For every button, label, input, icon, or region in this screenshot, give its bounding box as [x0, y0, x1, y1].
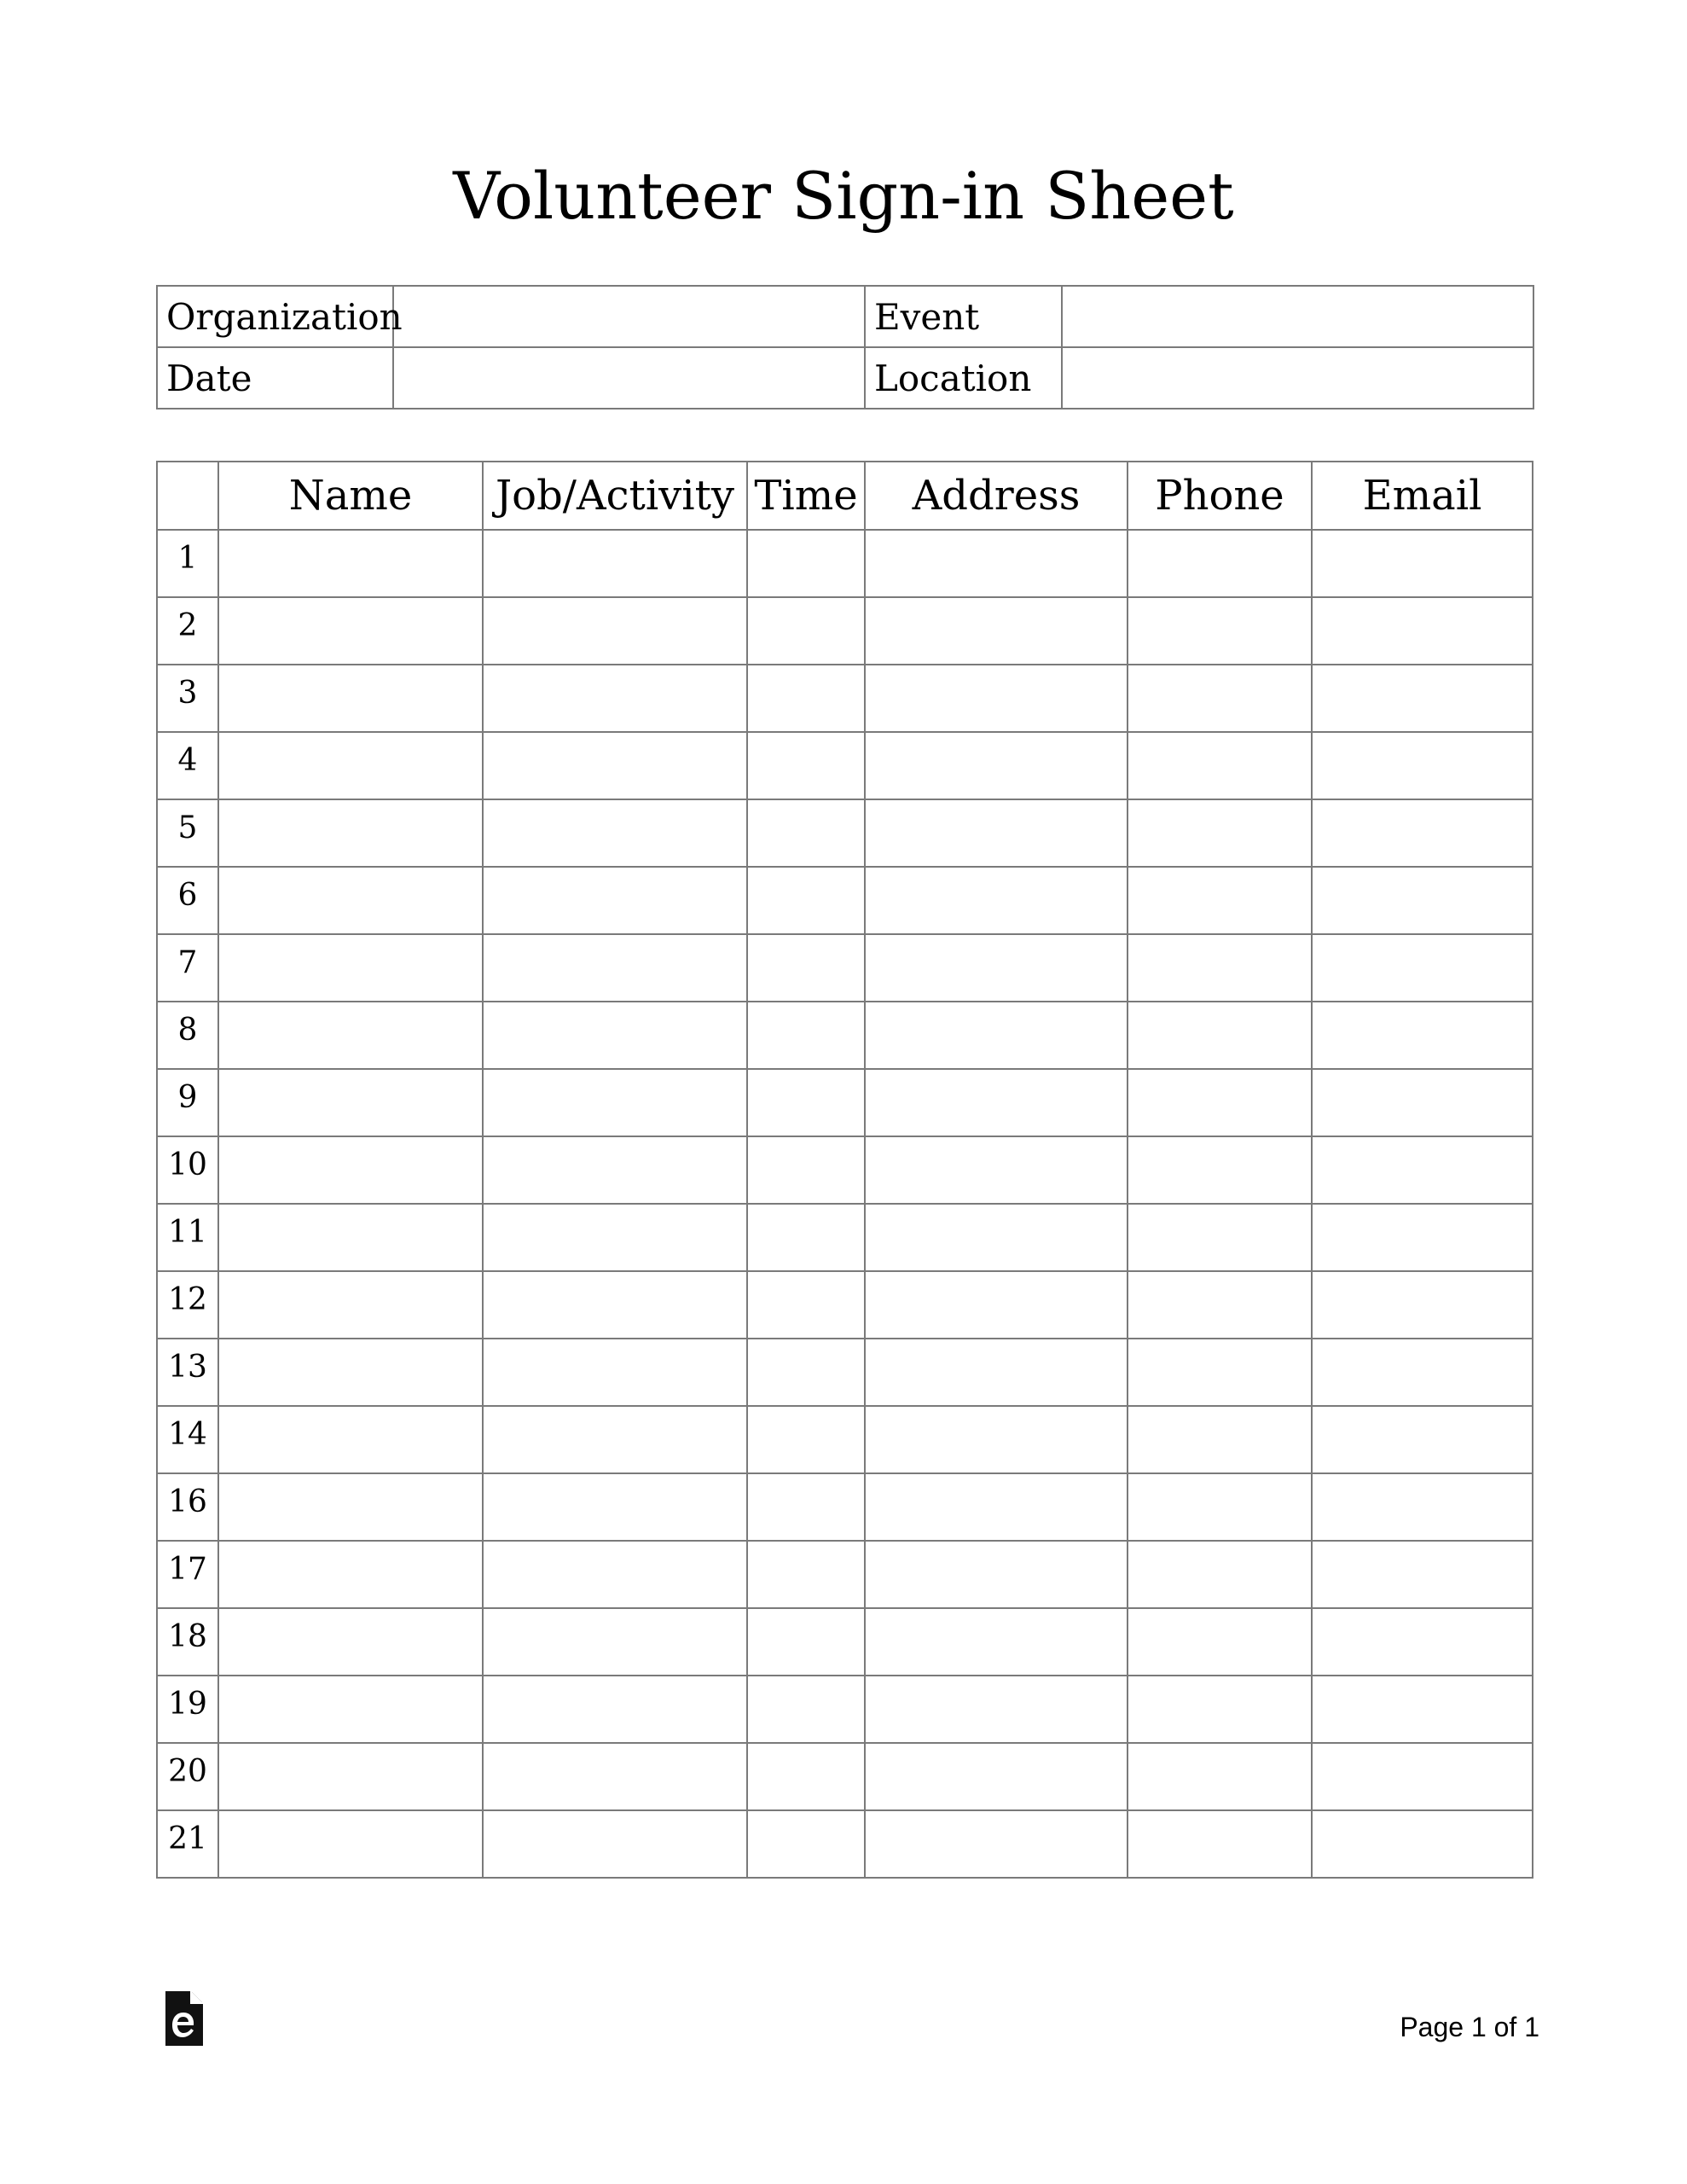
email-cell[interactable]: [1312, 799, 1533, 867]
phone-cell[interactable]: [1128, 1810, 1312, 1878]
row-number: 10: [157, 1136, 218, 1204]
table-row: [157, 732, 1533, 799]
table-row: [157, 597, 1533, 665]
address-cell[interactable]: [865, 1676, 1128, 1743]
address-cell[interactable]: [865, 1743, 1128, 1810]
phone-cell[interactable]: [1128, 1271, 1312, 1339]
time-cell[interactable]: [747, 1069, 865, 1136]
table-row: [157, 1339, 1533, 1406]
time-cell[interactable]: [747, 934, 865, 1002]
address-cell[interactable]: [865, 1339, 1128, 1406]
row-number: 21: [157, 1810, 218, 1878]
email-cell[interactable]: [1312, 934, 1533, 1002]
phone-cell[interactable]: [1128, 665, 1312, 732]
row-number: 9: [157, 1069, 218, 1136]
phone-cell[interactable]: [1128, 1002, 1312, 1069]
time-cell[interactable]: [747, 1136, 865, 1204]
time-cell[interactable]: [747, 1002, 865, 1069]
row-number: 7: [157, 934, 218, 1002]
event-label: Event: [865, 286, 1062, 347]
time-cell[interactable]: [747, 799, 865, 867]
row-number: 17: [157, 1541, 218, 1608]
phone-cell[interactable]: [1128, 1743, 1312, 1810]
table-row: [157, 530, 1533, 597]
job-activity-cell[interactable]: [483, 1136, 747, 1204]
name-cell[interactable]: [218, 1271, 483, 1339]
email-cell[interactable]: [1312, 867, 1533, 934]
email-cell[interactable]: [1312, 732, 1533, 799]
email-cell[interactable]: [1312, 1136, 1533, 1204]
time-cell[interactable]: [747, 1676, 865, 1743]
name-cell[interactable]: [218, 1204, 483, 1271]
row-number: 8: [157, 1002, 218, 1069]
address-cell[interactable]: [865, 867, 1128, 934]
address-cell[interactable]: [865, 597, 1128, 665]
address-cell[interactable]: [865, 1541, 1128, 1608]
row-number: 12: [157, 1271, 218, 1339]
row-number: 2: [157, 597, 218, 665]
column-header-time: Time: [747, 462, 865, 530]
table-row: [157, 799, 1533, 867]
date-field[interactable]: [393, 347, 865, 409]
address-cell[interactable]: [865, 732, 1128, 799]
column-header-email: Email: [1312, 462, 1533, 530]
phone-cell[interactable]: [1128, 1136, 1312, 1204]
phone-cell[interactable]: [1128, 732, 1312, 799]
info-row-organization-event: [157, 286, 1533, 347]
phone-cell[interactable]: [1128, 530, 1312, 597]
address-cell[interactable]: [865, 665, 1128, 732]
job-activity-cell[interactable]: [483, 1339, 747, 1406]
name-cell[interactable]: [218, 867, 483, 934]
table-row: [157, 1608, 1533, 1676]
time-cell[interactable]: [747, 1541, 865, 1608]
row-number: 19: [157, 1676, 218, 1743]
name-cell[interactable]: [218, 732, 483, 799]
name-cell[interactable]: [218, 1339, 483, 1406]
address-cell[interactable]: [865, 1810, 1128, 1878]
name-cell[interactable]: [218, 1541, 483, 1608]
address-cell[interactable]: [865, 1608, 1128, 1676]
time-cell[interactable]: [747, 867, 865, 934]
job-activity-cell[interactable]: [483, 1810, 747, 1878]
email-cell[interactable]: [1312, 1676, 1533, 1743]
name-cell[interactable]: [218, 597, 483, 665]
name-cell[interactable]: [218, 1810, 483, 1878]
email-cell[interactable]: [1312, 1339, 1533, 1406]
page-title: Volunteer Sign-in Sheet: [453, 158, 1234, 234]
column-header-phone: Phone: [1128, 462, 1312, 530]
event-info-table: [156, 285, 1534, 410]
time-cell[interactable]: [747, 1608, 865, 1676]
email-cell[interactable]: [1312, 1473, 1533, 1541]
row-number: 14: [157, 1406, 218, 1473]
name-cell[interactable]: [218, 1608, 483, 1676]
job-activity-cell[interactable]: [483, 665, 747, 732]
job-activity-cell[interactable]: [483, 1271, 747, 1339]
email-cell[interactable]: [1312, 1608, 1533, 1676]
date-label: Date: [157, 347, 393, 409]
name-cell[interactable]: [218, 1676, 483, 1743]
phone-cell[interactable]: [1128, 934, 1312, 1002]
row-number: 4: [157, 732, 218, 799]
name-cell[interactable]: [218, 530, 483, 597]
email-cell[interactable]: [1312, 1069, 1533, 1136]
job-activity-cell[interactable]: [483, 799, 747, 867]
table-row: [157, 1204, 1533, 1271]
table-row: [157, 1069, 1533, 1136]
phone-cell[interactable]: [1128, 1069, 1312, 1136]
phone-cell[interactable]: [1128, 1406, 1312, 1473]
address-cell[interactable]: [865, 530, 1128, 597]
job-activity-cell[interactable]: [483, 1069, 747, 1136]
address-cell[interactable]: [865, 1271, 1128, 1339]
job-activity-cell[interactable]: [483, 1541, 747, 1608]
name-cell[interactable]: [218, 1473, 483, 1541]
address-cell[interactable]: [865, 1136, 1128, 1204]
table-row: [157, 1743, 1533, 1810]
column-header-job-activity: Job/Activity: [483, 462, 747, 530]
address-cell[interactable]: [865, 1473, 1128, 1541]
time-cell[interactable]: [747, 1339, 865, 1406]
table-row: [157, 1810, 1533, 1878]
email-cell[interactable]: [1312, 1271, 1533, 1339]
time-cell[interactable]: [747, 665, 865, 732]
email-cell[interactable]: [1312, 1810, 1533, 1878]
table-row: [157, 1136, 1533, 1204]
email-cell[interactable]: [1312, 1743, 1533, 1810]
time-cell[interactable]: [747, 1406, 865, 1473]
table-header-row: [157, 462, 1533, 530]
time-cell[interactable]: [747, 1743, 865, 1810]
row-number: 20: [157, 1743, 218, 1810]
job-activity-cell[interactable]: [483, 1204, 747, 1271]
event-field[interactable]: [1062, 286, 1533, 347]
address-cell[interactable]: [865, 1002, 1128, 1069]
phone-cell[interactable]: [1128, 799, 1312, 867]
name-cell[interactable]: [218, 1406, 483, 1473]
row-number: 18: [157, 1608, 218, 1676]
row-number: 6: [157, 867, 218, 934]
organization-field[interactable]: [393, 286, 865, 347]
table-row: [157, 867, 1533, 934]
row-number: 13: [157, 1339, 218, 1406]
job-activity-cell[interactable]: [483, 867, 747, 934]
page-number: Page 1 of 1: [1400, 2012, 1539, 2042]
time-cell[interactable]: [747, 1271, 865, 1339]
time-cell[interactable]: [747, 1473, 865, 1541]
row-number: 11: [157, 1204, 218, 1271]
row-number: 16: [157, 1473, 218, 1541]
eforms-document-icon: [165, 1991, 203, 2046]
email-cell[interactable]: [1312, 1406, 1533, 1473]
job-activity-cell[interactable]: [483, 1676, 747, 1743]
job-activity-cell[interactable]: [483, 1406, 747, 1473]
table-row: [157, 1271, 1533, 1339]
job-activity-cell[interactable]: [483, 1743, 747, 1810]
phone-cell[interactable]: [1128, 1608, 1312, 1676]
name-cell[interactable]: [218, 1002, 483, 1069]
time-cell[interactable]: [747, 732, 865, 799]
time-cell[interactable]: [747, 597, 865, 665]
email-cell[interactable]: [1312, 665, 1533, 732]
location-label: Location: [865, 347, 1062, 409]
job-activity-cell[interactable]: [483, 934, 747, 1002]
phone-cell[interactable]: [1128, 1676, 1312, 1743]
table-row: [157, 1541, 1533, 1608]
job-activity-cell[interactable]: [483, 1002, 747, 1069]
phone-cell[interactable]: [1128, 1204, 1312, 1271]
address-cell[interactable]: [865, 934, 1128, 1002]
phone-cell[interactable]: [1128, 1473, 1312, 1541]
email-cell[interactable]: [1312, 1002, 1533, 1069]
location-field[interactable]: [1062, 347, 1533, 409]
table-row: [157, 934, 1533, 1002]
row-number: 1: [157, 530, 218, 597]
column-header-number: [157, 462, 218, 530]
phone-cell[interactable]: [1128, 867, 1312, 934]
name-cell[interactable]: [218, 665, 483, 732]
phone-cell[interactable]: [1128, 1541, 1312, 1608]
table-row: [157, 1676, 1533, 1743]
organization-label: Organization: [157, 286, 393, 347]
table-row: [157, 665, 1533, 732]
table-row: [157, 1406, 1533, 1473]
email-cell[interactable]: [1312, 597, 1533, 665]
column-header-name: Name: [218, 462, 483, 530]
email-cell[interactable]: [1312, 1204, 1533, 1271]
address-cell[interactable]: [865, 1069, 1128, 1136]
time-cell[interactable]: [747, 1204, 865, 1271]
address-cell[interactable]: [865, 1406, 1128, 1473]
time-cell[interactable]: [747, 530, 865, 597]
name-cell[interactable]: [218, 1136, 483, 1204]
info-row-date-location: [157, 347, 1533, 409]
email-cell[interactable]: [1312, 1541, 1533, 1608]
job-activity-cell[interactable]: [483, 732, 747, 799]
name-cell[interactable]: [218, 799, 483, 867]
column-header-address: Address: [865, 462, 1128, 530]
row-number: 5: [157, 799, 218, 867]
address-cell[interactable]: [865, 799, 1128, 867]
job-activity-cell[interactable]: [483, 597, 747, 665]
table-row: [157, 1473, 1533, 1541]
volunteer-signin-table: [156, 461, 1533, 1879]
address-cell[interactable]: [865, 1204, 1128, 1271]
email-cell[interactable]: [1312, 530, 1533, 597]
name-cell[interactable]: [218, 934, 483, 1002]
name-cell[interactable]: [218, 1743, 483, 1810]
job-activity-cell[interactable]: [483, 1608, 747, 1676]
time-cell[interactable]: [747, 1810, 865, 1878]
name-cell[interactable]: [218, 1069, 483, 1136]
phone-cell[interactable]: [1128, 597, 1312, 665]
phone-cell[interactable]: [1128, 1339, 1312, 1406]
row-number: 3: [157, 665, 218, 732]
table-row: [157, 1002, 1533, 1069]
job-activity-cell[interactable]: [483, 530, 747, 597]
job-activity-cell[interactable]: [483, 1473, 747, 1541]
